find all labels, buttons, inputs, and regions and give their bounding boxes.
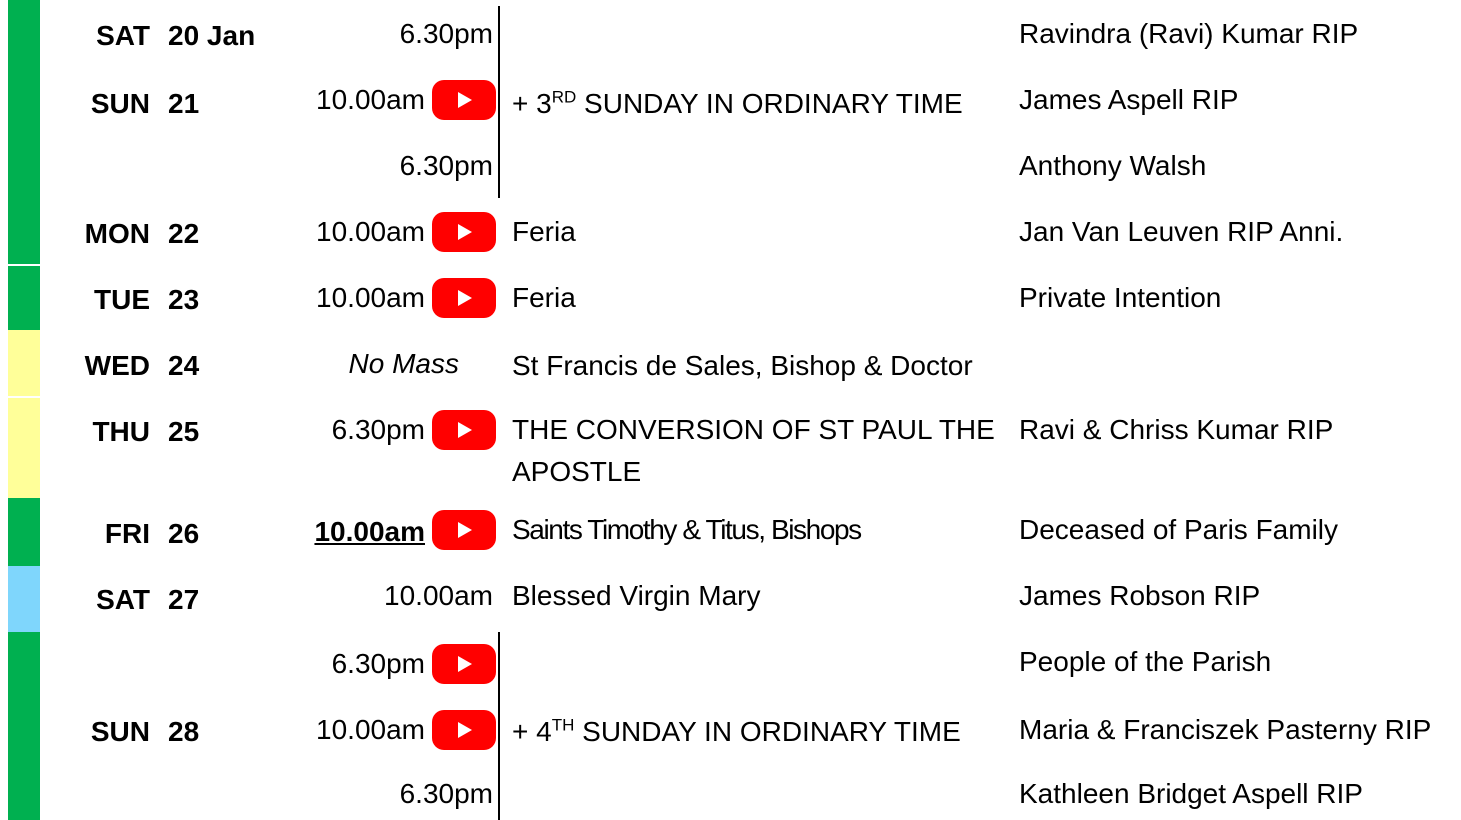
day-number: 22	[168, 218, 200, 249]
event-ordinal-suffix: RD	[551, 87, 577, 107]
mass-intention: Kathleen Bridget Aspell RIP	[1019, 778, 1363, 809]
mass-intention: Maria & Franciszek Pasterny RIP	[1019, 714, 1432, 745]
liturgical-event-line1: THE CONVERSION OF ST PAUL THE	[512, 414, 995, 445]
youtube-play-icon[interactable]	[432, 278, 496, 318]
day-label: SAT	[96, 20, 150, 51]
day-number: 25	[168, 416, 200, 447]
liturgical-event-line2: APOSTLE	[512, 456, 642, 487]
mass-time: 10.00am	[316, 84, 425, 115]
liturgical-event: Feria	[512, 216, 576, 247]
liturgical-event: Saints Timothy & Titus, Bishops	[512, 514, 861, 545]
day-label: THU	[92, 416, 150, 447]
event-suffix: SUNDAY IN ORDINARY TIME	[576, 88, 963, 119]
youtube-play-icon[interactable]	[432, 510, 496, 550]
liturgical-event: Blessed Virgin Mary	[512, 580, 761, 611]
mass-intention: People of the Parish	[1019, 646, 1272, 677]
mass-time: 10.00am	[316, 216, 425, 247]
event-ordinal-suffix: TH	[551, 715, 575, 735]
day-number: 28	[168, 716, 200, 747]
mass-time: 10.00am	[314, 516, 425, 547]
mass-time: 10.00am	[316, 282, 425, 313]
mass-time: 10.00am	[316, 714, 425, 745]
mass-intention: Jan Van Leuven RIP Anni.	[1019, 216, 1344, 247]
mass-time: No Mass	[348, 348, 459, 379]
day-label: TUE	[94, 284, 150, 315]
liturgical-event	[512, 716, 961, 748]
event-prefix: + 4	[512, 716, 552, 747]
mass-intention: Anthony Walsh	[1019, 150, 1207, 181]
mass-time: 6.30pm	[331, 648, 425, 679]
day-number: 24	[168, 350, 200, 381]
mass-intention: James Robson RIP	[1019, 580, 1261, 611]
mass-time: 6.30pm	[399, 778, 493, 809]
color-bar-divider	[8, 264, 40, 266]
sunday-separator	[498, 6, 500, 198]
mass-intention: Private Intention	[1019, 282, 1222, 313]
mass-intention: Deceased of Paris Family	[1019, 514, 1339, 545]
day-number: 27	[168, 584, 200, 615]
youtube-play-icon[interactable]	[432, 644, 496, 684]
mass-time: 6.30pm	[331, 414, 425, 445]
youtube-play-icon[interactable]	[432, 410, 496, 450]
liturgical-event: St Francis de Sales, Bishop & Doctor	[512, 350, 973, 381]
mass-time: 10.00am	[384, 580, 493, 611]
liturgical-event	[512, 88, 963, 120]
day-number: 26	[168, 518, 200, 549]
sunday-separator	[498, 632, 500, 820]
day-label: WED	[84, 350, 150, 381]
event-prefix: + 3	[512, 88, 552, 119]
event-suffix: SUNDAY IN ORDINARY TIME	[574, 716, 961, 747]
mass-time: 6.30pm	[399, 18, 493, 49]
mass-intention: Ravi & Chriss Kumar RIP	[1019, 414, 1334, 445]
mass-intention: Ravindra (Ravi) Kumar RIP	[1019, 18, 1359, 49]
day-number: 21	[168, 88, 200, 119]
mass-time: 6.30pm	[399, 150, 493, 181]
day-label: SAT	[96, 584, 150, 615]
mass-intention: James Aspell RIP	[1019, 84, 1239, 115]
day-label: MON	[84, 218, 150, 249]
day-number: 23	[168, 284, 200, 315]
day-label: SUN	[90, 88, 150, 119]
youtube-play-icon[interactable]	[432, 80, 496, 120]
day-label: SUN	[90, 716, 150, 747]
youtube-play-icon[interactable]	[432, 710, 496, 750]
color-bar-divider	[8, 396, 40, 398]
youtube-play-icon[interactable]	[432, 212, 496, 252]
day-number: 20 Jan	[168, 20, 256, 51]
day-label: FRI	[104, 518, 150, 549]
liturgical-event: Feria	[512, 282, 576, 313]
